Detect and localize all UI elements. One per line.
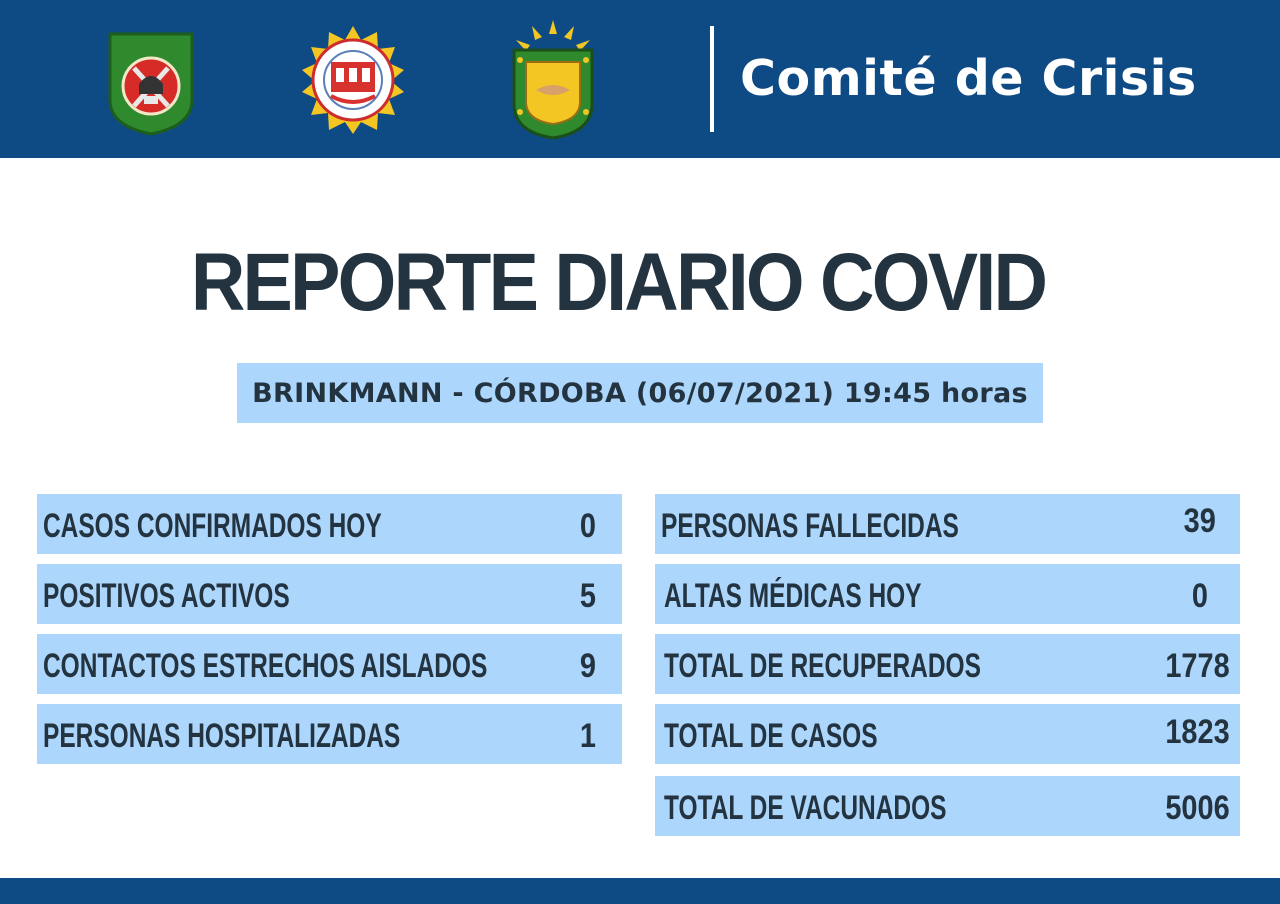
stat-label: TOTAL DE RECUPERADOS [664, 647, 981, 685]
stat-row-contactos-estrechos-aislados [37, 634, 622, 694]
stat-label: CONTACTOS ESTRECHOS AISLADOS [43, 647, 488, 685]
stat-label: PERSONAS FALLECIDAS [661, 507, 959, 545]
policia-cordoba-icon [298, 24, 408, 136]
stat-label: CASOS CONFIRMADOS HOY [43, 507, 382, 545]
stat-row-positivos-activos [37, 564, 622, 624]
stat-value: 0 [1191, 577, 1208, 615]
stat-value: 0 [579, 507, 596, 545]
stat-value: 5006 [1165, 789, 1230, 827]
escudo-brinkmann-icon [510, 20, 596, 140]
stat-label: TOTAL DE CASOS [664, 717, 878, 755]
stat-value: 1778 [1165, 647, 1230, 685]
stat-row-altas-medicas-hoy [655, 564, 1240, 624]
header-banner [0, 0, 1280, 158]
stat-value: 1 [579, 717, 596, 755]
location-date-banner [237, 363, 1043, 423]
stat-value: 5 [579, 577, 596, 615]
footer-bar [0, 878, 1280, 904]
location-date-text: BRINKMANN - CÓRDOBA (06/07/2021) 19:45 horas [252, 377, 1028, 409]
stat-label: TOTAL DE VACUNADOS [664, 789, 947, 827]
bomberos-voluntarios-icon [104, 28, 198, 136]
stat-label: ALTAS MÉDICAS HOY [664, 577, 922, 615]
committee-title: Comité de Crisis [740, 50, 1197, 107]
report-title: REPORTE DIARIO COVID [190, 237, 1046, 328]
stat-value: 9 [579, 647, 596, 685]
stat-row-total-de-casos [655, 704, 1240, 764]
stat-label: PERSONAS HOSPITALIZADAS [43, 717, 401, 755]
stat-row-casos-confirmados-hoy [37, 494, 622, 554]
stat-value: 39 [1183, 502, 1216, 540]
stat-row-total-de-vacunados [655, 776, 1240, 836]
stat-label: POSITIVOS ACTIVOS [43, 577, 290, 615]
header-divider [710, 26, 714, 132]
stat-row-personas-fallecidas [655, 494, 1240, 554]
stat-row-personas-hospitalizadas [37, 704, 622, 764]
stat-value: 1823 [1165, 713, 1230, 751]
stat-row-total-de-recuperados [655, 634, 1240, 694]
